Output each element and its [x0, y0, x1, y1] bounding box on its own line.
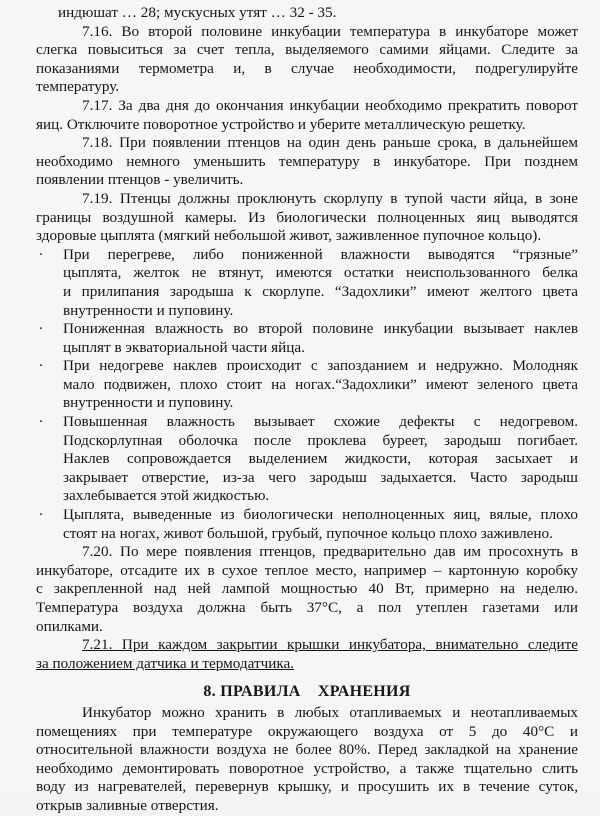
text-line: яиц. Отключите поворотное устройство и уберите металлическую решетку. — [36, 115, 526, 133]
text-line: появлении птенцов - увеличить. — [36, 171, 244, 189]
text-line: 7.16. Во второй половине инкубации температура в инкубаторе может — [82, 22, 578, 40]
text-line: Цыплята, выведенные из биологически неполноценных яиц, вялые, плохо — [63, 506, 578, 524]
text-line: Температура воздуха должна быть 37°С, а пол утеплен газетами или — [36, 599, 578, 616]
text-line: внутренности и пуповину. — [63, 301, 234, 319]
text-line: 7.17. За два дня до окончания инкубации необходимо прекратить поворот — [82, 96, 578, 114]
text-line: с закрепленной над ней лампой мощностью 40 Вт, примерно на неделю. — [36, 580, 578, 598]
text-line: опилками. — [36, 617, 103, 635]
text-line: Инкубатор можно хранить в любых отапливаемых и неотапливаемых — [82, 703, 578, 721]
text-line: необходимо демонтировать поворотное устройство, а также тщательно слить — [36, 759, 578, 777]
text-line: мало подвижен, плохо стоит на ногах.“Задохлики” имеют зеленого цвета — [63, 375, 578, 393]
top-line: индюшат … 28; мускусных утят … 32 - 35. — [58, 4, 337, 21]
bullet-item-high-humidity — [36, 413, 578, 506]
text-line: 7.21. При каждом закрытии крышки инкубатора, внимательно следите — [82, 636, 578, 654]
text-line: цыплята, желток не втянут, имеются остатки неиспользованного белка — [63, 264, 578, 282]
section-7-21 — [36, 636, 578, 673]
text-line: температуру. — [36, 78, 120, 96]
text-line: 7.20. По мере появления птенцов, предварительно дав им просохнуть в — [82, 543, 578, 561]
bullet-marker: · — [38, 245, 44, 263]
bullet-item-overheating — [36, 246, 578, 320]
bullet-item-underheating — [36, 357, 578, 413]
text-line: здоровые цыплята (мягкий небольшой живот, заживленное пупочное кольцо). — [36, 227, 542, 245]
bullet-marker: · — [38, 320, 44, 338]
section-8-text — [36, 704, 578, 816]
text-line: инкубаторе, отсадите их в сухое теплое место, например – картонную коробку — [36, 561, 578, 579]
text-line: закрывает отверстие, из-за чего зародыш задыхается. Часто зародыш — [63, 468, 578, 486]
section-7-20 — [36, 543, 578, 636]
text-line: Пониженная влажность во второй половине инкубации вызывает наклев — [63, 320, 578, 338]
text-line: Повышенная влажность вызывает схожие дефекты с недогревом. — [63, 413, 578, 431]
text-line: захлебывается этой жидкостью. — [63, 487, 270, 505]
text-line: границы воздушной камеры. Из биологически полноценных яиц выводятся — [36, 208, 578, 226]
bullet-marker: · — [38, 357, 44, 375]
section-7-18 — [36, 134, 578, 190]
text-line: и прилипания зародыша к скорлупе. “Задохлики” имеют желтого цвета — [63, 282, 578, 300]
text-line-underlined — [36, 655, 578, 674]
text-line: стоят на ногах, живот большой, грубый, пупочное кольцо плохо заживлено. — [63, 524, 553, 542]
text-line: показаниями термометра и, в случае необходимости, подрегулируйте — [36, 59, 578, 77]
section-heading-storage: 8. ПРАВИЛА ХРАНЕНИЯ — [203, 683, 411, 701]
text-line: цыплят в экваториальной части яйца. — [63, 338, 305, 356]
text-line: При перегреве, либо пониженной влажности выводятся “грязные” — [63, 245, 578, 263]
text-line: помещениях при температуре окружающего воздуха от 5 до 40°С и — [36, 722, 578, 740]
section-7-17 — [36, 97, 578, 134]
text-line: необходимо немного уменьшить температуру в инкубаторе. При позднем — [36, 152, 578, 170]
bullet-item-low-humidity — [36, 320, 578, 357]
text-line: Наклев сопровождается выделением жидкости, которая засыхает и — [63, 450, 578, 468]
bullet-marker: · — [38, 413, 44, 431]
text-line: 7.19. Птенцы должны проклюнуть скорлупу в тупой части яйца, в зоне — [82, 189, 578, 207]
bullet-item-defective-eggs — [36, 506, 578, 543]
text-line: относительной влажности воздуха не более 80%. Перед закладкой на хранение — [36, 741, 578, 759]
section-7-16 — [36, 23, 578, 97]
text-line: При недогреве наклев происходит с запозданием и недружно. Молодняк — [63, 357, 578, 375]
underlined-text: за положением датчика и термодатчика. — [36, 654, 295, 672]
text-line: внутренности и пуповину. — [63, 394, 234, 412]
text-line: Подскорлупная оболочка после проклева буреет, зародыш погибает. — [63, 431, 578, 449]
section-7-19 — [36, 190, 578, 246]
text-line: воду из нагревателей, перевернув крышку, и просушить их в течение суток, — [36, 778, 578, 796]
bullet-marker: · — [38, 506, 44, 524]
text-line: 7.18. При появлении птенцов на один день раньше срока, в дальнейшем — [82, 134, 578, 152]
text-line: слегка повыситься за счет тепла, выделяемого самими яйцами. Следите за — [36, 41, 578, 59]
text-line: открыв заливные отверстия. — [36, 796, 219, 814]
